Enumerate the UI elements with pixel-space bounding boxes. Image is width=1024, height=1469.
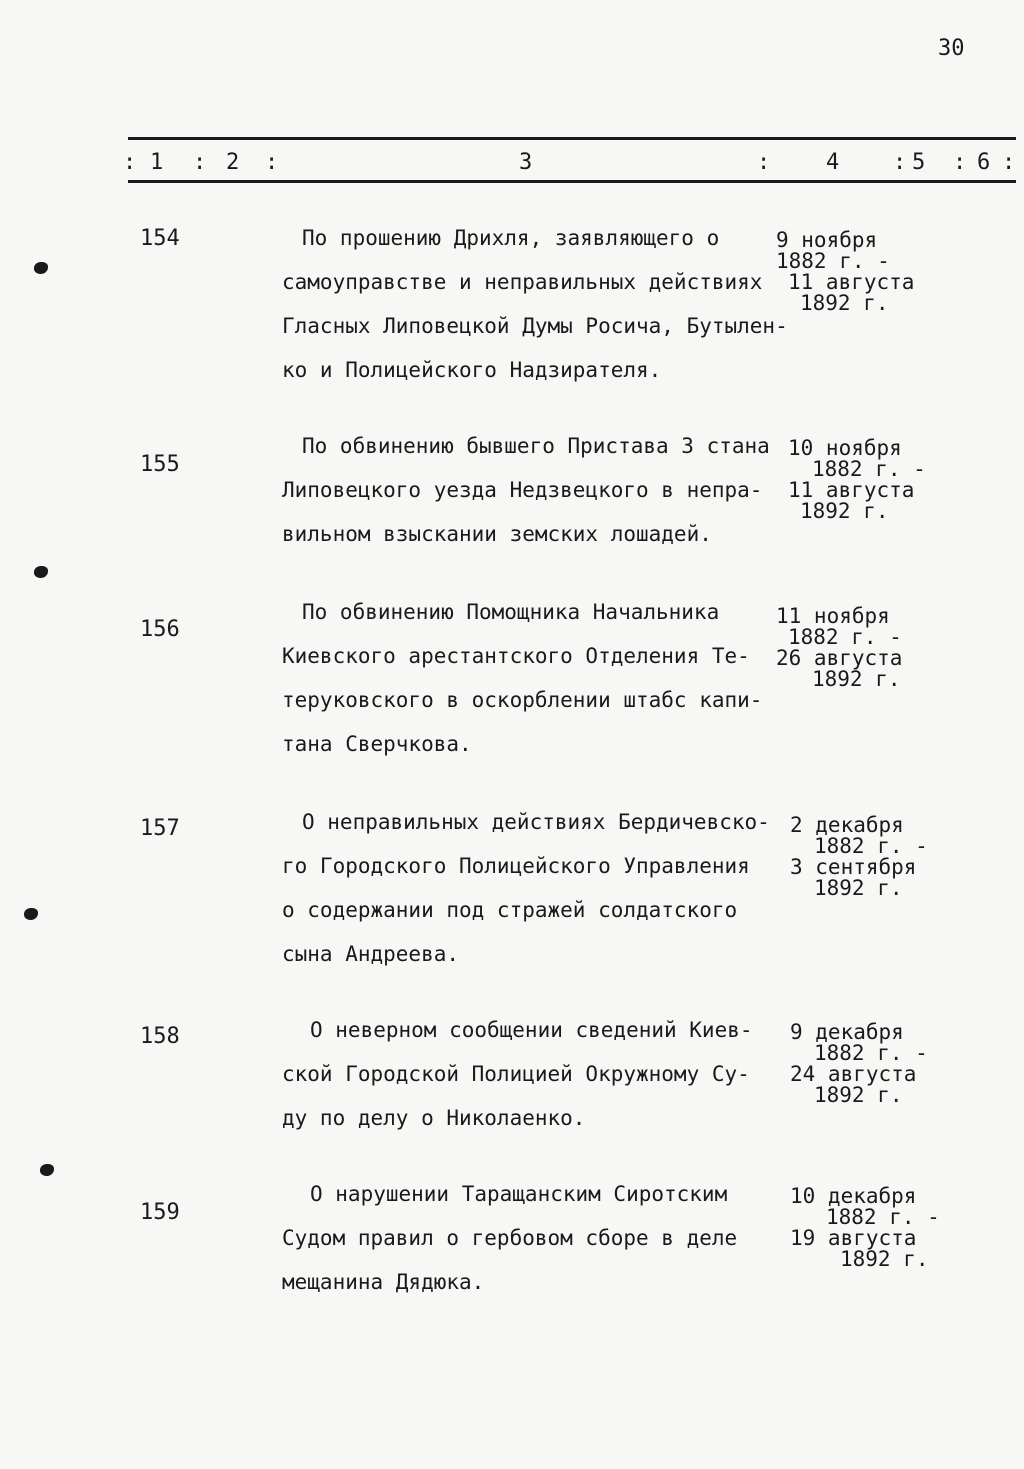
col-5: 5	[912, 150, 926, 175]
description-line: ко и Полицейского Надзирателя.	[282, 358, 662, 382]
entry-description	[282, 1172, 782, 1304]
col-sep: :	[265, 150, 279, 175]
description-line: ской Городской Полицией Окружному Су-	[282, 1062, 750, 1086]
entry-description	[282, 424, 782, 556]
date-end: 19 августа	[790, 1226, 917, 1250]
date-end: 26 августа	[776, 646, 903, 670]
description-line: Липовецкого уезда Недзвецкого в непра-	[282, 478, 763, 502]
entry-number: 157	[140, 816, 180, 841]
entry-number: 158	[140, 1024, 180, 1049]
description-line: Гласных Липовецкой Думы Росича, Бутылен-	[282, 314, 788, 338]
description-line: го Городского Полицейского Управления	[282, 854, 750, 878]
date-start-year: 1882 г. -	[776, 249, 890, 273]
description-line: Судом правил о гербовом сборе в деле	[282, 1226, 738, 1250]
binder-hole-mark	[34, 262, 48, 274]
description-line: По обвинению бывшего Пристава 3 стана	[302, 434, 770, 458]
date-start-year: 1882 г. -	[788, 625, 902, 649]
description-line: По прошению Дрихля, заявляющего о	[302, 226, 720, 250]
date-end: 11 августа	[788, 478, 915, 502]
binder-hole-mark	[40, 1164, 54, 1176]
binder-hole-mark	[24, 908, 38, 920]
col-3: 3	[519, 150, 533, 175]
description-line: о содержании под стражей солдатского	[282, 898, 738, 922]
col-sep: :	[1002, 150, 1016, 175]
description-line: мещанина Дядюка.	[282, 1270, 485, 1294]
description-line: Киевского арестантского Отделения Те-	[282, 644, 750, 668]
date-start: 9 декабря	[790, 1020, 904, 1044]
col-2: 2	[226, 150, 240, 175]
date-end-year: 1892 г.	[814, 1083, 903, 1107]
description-line: О неправильных действиях Бердичевско-	[302, 810, 770, 834]
col-sep: :	[893, 150, 907, 175]
description-line: тана Сверчкова.	[282, 732, 472, 756]
col-sep: :	[193, 150, 207, 175]
entry-description	[282, 216, 788, 392]
entry-number: 159	[140, 1200, 180, 1225]
date-end-year: 1892 г.	[800, 291, 889, 315]
col-1: 1	[150, 150, 164, 175]
date-end-year: 1892 г.	[800, 499, 889, 523]
col-sep: :	[757, 150, 771, 175]
date-end-year: 1892 г.	[812, 667, 901, 691]
date-start-year: 1882 г. -	[826, 1205, 940, 1229]
description-line: вильном взыскании земских лошадей.	[282, 522, 712, 546]
date-start: 10 декабря	[790, 1184, 917, 1208]
description-line: По обвинению Помощника Начальника	[302, 600, 720, 624]
description-line: О нарушении Таращанским Сиротским	[310, 1182, 728, 1206]
date-start-year: 1882 г. -	[814, 834, 928, 858]
col-sep: :	[123, 150, 137, 175]
entry-description	[282, 590, 782, 766]
entry-number: 154	[140, 226, 180, 251]
col-6: 6	[977, 150, 991, 175]
entry-number: 156	[140, 617, 180, 642]
header-bottom-rule	[128, 180, 1016, 183]
date-end-year: 1892 г.	[814, 876, 903, 900]
entry-description	[282, 800, 782, 976]
date-start-year: 1882 г. -	[814, 1041, 928, 1065]
entry-number: 155	[140, 452, 180, 477]
date-start: 11 ноября	[776, 604, 890, 628]
page-number: 30	[938, 36, 965, 61]
date-start: 10 ноября	[788, 436, 902, 460]
date-start-year: 1882 г. -	[812, 457, 926, 481]
description-line: ду по делу о Николаенко.	[282, 1106, 586, 1130]
date-start: 2 декабря	[790, 813, 904, 837]
date-end: 24 августа	[790, 1062, 917, 1086]
description-line: О неверном сообщении сведений Киев-	[310, 1018, 753, 1042]
col-sep: :	[953, 150, 967, 175]
date-end: 3 сентября	[790, 855, 917, 879]
date-start: 9 ноября	[776, 228, 878, 252]
description-line: теруковского в оскорблении штабс капи-	[282, 688, 763, 712]
binder-hole-mark	[34, 566, 48, 578]
description-line: сына Андреева.	[282, 942, 460, 966]
header-top-rule	[128, 137, 1016, 140]
date-end-year: 1892 г.	[840, 1247, 929, 1271]
col-4: 4	[826, 150, 840, 175]
entry-description	[282, 1008, 782, 1140]
date-end: 11 августа	[788, 270, 915, 294]
description-line: самоуправстве и неправильных действиях	[282, 270, 763, 294]
